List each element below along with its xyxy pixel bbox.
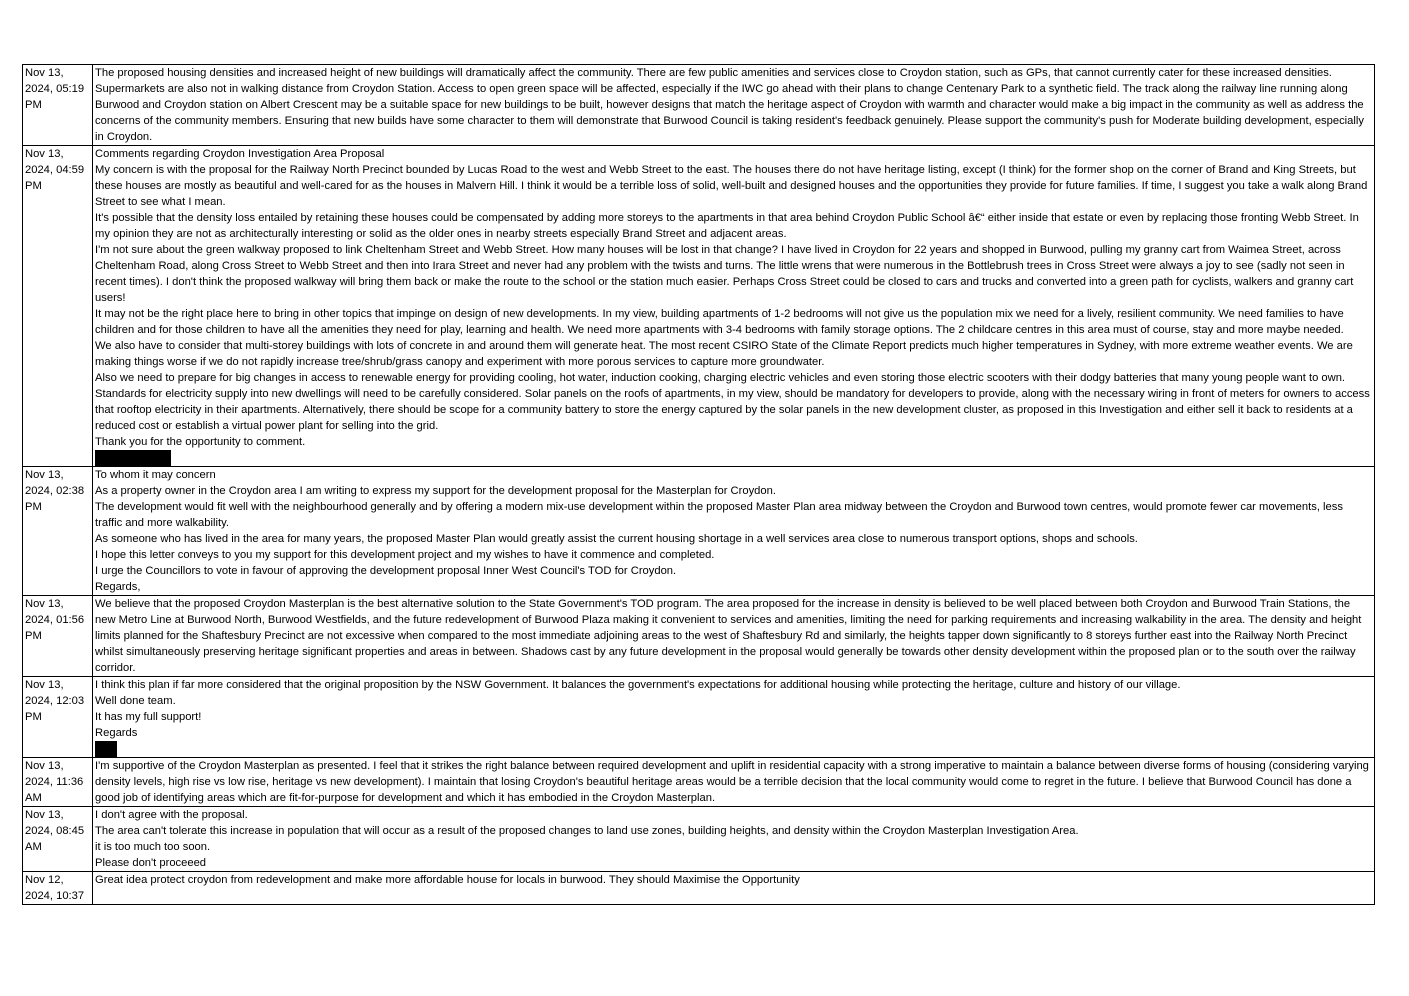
comment-paragraph: My concern is with the proposal for the Railway North Precinct bounded by Lucas Road to the west and Webb Street to the east. The houses there do not have heritage listing, except (I think) for the former shop on the corner of Brand and King Streets, but these houses are mostly as beautiful and well-cared for as the houses in Malvern Hill. I think it would be a terrible loss of solid, well-built and designed houses and the opportunities they provide for future families. If time, I suggest you take a walk along Brand Street to see what I mean. bbox=[95, 164, 1368, 208]
comment-paragraph: Regards, bbox=[95, 581, 141, 593]
comment-row bbox=[23, 677, 1375, 758]
comment-paragraph: As a property owner in the Croydon area I am writing to express my support for the development proposal for the Masterplan for Croydon. bbox=[95, 485, 776, 497]
comment-paragraph: Great idea protect croydon from redevelopment and make more affordable house for locals in burwood. They should Maximise the Opportunity bbox=[95, 874, 800, 886]
comment-paragraph: It may not be the right place here to bring in other topics that impinge on design of new developments. In my view, building apartments of 1-2 bedrooms will not give us the population mix we need for a lively, resilient community. We need families to have children and for those children to have all the amenities they need for play, learning and health. We need more apartments with 3-4 bedrooms with family storage options. The 2 childcare centres in this area must of course, stay and more maybe needed. bbox=[95, 308, 1344, 336]
comment-date: Nov 13, 2024, 04:59 PM bbox=[23, 146, 93, 467]
comment-paragraph: It has my full support! bbox=[95, 711, 202, 723]
comment-paragraph: We believe that the proposed Croydon Masterplan is the best alternative solution to the State Government's TOD program. The area proposed for the increase in density is believed to be well placed between both Croydon and Burwood Train Stations, the new Metro Line at Burwood North, Burwood Westfields, and the future redevelopment of Burwood Plaza making it convenient to services and amenities, limiting the need for parking requirements and increasing walkability in the area. The density and height limits planned for the Shaftesbury Precinct are not excessive when compared to the most immediate adjoining areas to the west of Shaftesbury Rd and similarly, the heights tapper down significantly to 8 storeys further east into the Railway North Precinct whilst simultaneously preserving heritage significant properties and areas in between. Shadows cast by any future development in the proposal would generally be towards other density development within the proposed plan or to the south over the railway corridor. bbox=[95, 598, 1362, 674]
comment-date: Nov 13, 2024, 08:45 AM bbox=[23, 807, 93, 872]
comment-paragraph: We also have to consider that multi-storey buildings with lots of concrete in and around them will generate heat. The most recent CSIRO State of the Climate Report predicts much higher temperatures in Sydney, with more extreme weather events. We are making things worse if we do not rapidly increase tree/shrub/grass canopy and experiment with more porous services to capture more groundwater. bbox=[95, 340, 1353, 368]
comment-paragraph: Well done team. bbox=[95, 695, 176, 707]
comment-date: Nov 13, 2024, 11:36 AM bbox=[23, 758, 93, 807]
comment-paragraph: I hope this letter conveys to you my support for this development project and my wishes to have it commence and completed. bbox=[95, 549, 715, 561]
comment-row bbox=[23, 146, 1375, 467]
comment-row bbox=[23, 467, 1375, 596]
comment-paragraph: The development would fit well with the neighbourhood generally and by offering a modern mix-use development within the proposed Master Plan area midway between the Croydon and Burwood town centres, would promote fewer car movements, less traffic and more walkability. bbox=[95, 501, 1343, 529]
comment-date: Nov 13, 2024, 12:03 PM bbox=[23, 677, 93, 758]
comment-paragraph: I urge the Councillors to vote in favour of approving the development proposal Inner West Council's TOD for Croydon. bbox=[95, 565, 677, 577]
comment-paragraph: It's possible that the density loss entailed by retaining these houses could be compensated by adding more storeys to the apartments in that area behind Croydon Public School â€“ either inside that estate or even by replacing those fronting Webb Street. In my opinion they are not as architecturally interesting or solid as the older ones in nearby streets especially Brand Street and adjacent areas. bbox=[95, 212, 1359, 240]
comment-body bbox=[93, 807, 1375, 872]
comment-body bbox=[93, 596, 1375, 677]
comment-paragraph: Comments regarding Croydon Investigation Area Proposal bbox=[95, 148, 385, 160]
comment-row bbox=[23, 758, 1375, 807]
comment-body bbox=[93, 758, 1375, 807]
redacted-signature bbox=[95, 741, 117, 757]
comment-body bbox=[93, 467, 1375, 596]
comment-paragraph: The area can't tolerate this increase in population that will occur as a result of the proposed changes to land use zones, building heights, and density within the Croydon Masterplan Investigation Area. bbox=[95, 825, 1079, 837]
comment-paragraph: I don't agree with the proposal. bbox=[95, 809, 248, 821]
comment-row bbox=[23, 596, 1375, 677]
comment-paragraph: To whom it may concern bbox=[95, 469, 216, 481]
comment-paragraph: I think this plan if far more considered that the original proposition by the NSW Government. It balances the government's expectations for additional housing while protecting the heritage, culture and history of our village. bbox=[95, 679, 1181, 691]
comment-body bbox=[93, 146, 1375, 467]
comment-body bbox=[93, 872, 1375, 905]
comment-row bbox=[23, 807, 1375, 872]
comment-date: Nov 13, 2024, 05:19 PM bbox=[23, 65, 93, 146]
comment-paragraph: Please don't proceeed bbox=[95, 857, 207, 869]
comment-date: Nov 13, 2024, 02:38 PM bbox=[23, 467, 93, 596]
comment-paragraph: The proposed housing densities and increased height of new buildings will dramatically affect the community. There are few public amenities and services close to Croydon station, such as GPs, that cannot currently cater for these increased densities. Supermarkets are also not in walking distance from Croydon Station. Access to open green space will be affected, especially if the IWC go ahead with their plans to change Centenary Park to a synthetic field. The track along the railway line running along Burwood and Croydon station on Albert Crescent may be a suitable space for new buildings to be built, however designs that match the heritage aspect of Croydon with warmth and character would make a big impact in the community as well as address the concerns of the community members. Ensuring that new builds have some character to them will demonstrate that Burwood Council is taking resident's feedback genuinely. Please support the community's push for Moderate building development, especially in Croydon. bbox=[95, 67, 1364, 143]
redacted-signature bbox=[95, 450, 171, 466]
comment-row bbox=[23, 65, 1375, 146]
comments-table-body bbox=[23, 65, 1375, 905]
comment-paragraph: Also we need to prepare for big changes in access to renewable energy for providing cooling, hot water, induction cooking, charging electric vehicles and even storing those electric scooters with their dodgy batteries that many young people want to own. Standards for electricity supply into new dwellings will need to be carefully considered. Solar panels on the roofs of apartments, in my view, should be mandatory for developers to provide, along with the necessary wiring in front of meters for owners to access that rooftop electricity in their apartments. Alternatively, there should be scope for a community battery to store the energy captured by the solar panels in the new development cluster, as proposed in this Investigation and either sell it back to residents at a reduced cost or establish a virtual power plant for selling into the grid. bbox=[95, 372, 1370, 432]
comment-paragraph: I'm supportive of the Croydon Masterplan as presented. I feel that it strikes the right balance between required development and uplift in residential capacity with a strong imperative to maintain a balance between diverse forms of housing (considering varying density levels, high rise vs low rise, heritage vs new development). I maintain that losing Croydon's beautiful heritage areas would be a terrible decision that the local community would come to regret in the future. I believe that Burwood Council has done a good job of identifying areas which are fit-for-purpose for development and which it has embodied in the Croydon Masterplan. bbox=[95, 760, 1369, 804]
comment-paragraph: Regards bbox=[95, 727, 138, 739]
comment-paragraph: Thank you for the opportunity to comment. bbox=[95, 436, 306, 448]
comment-date: Nov 12, 2024, 10:37 bbox=[23, 872, 93, 905]
comment-paragraph: I'm not sure about the green walkway proposed to link Cheltenham Street and Webb Street. How many houses will be lost in that change? I have lived in Croydon for 22 years and shopped in Burwood, pulling my granny cart from Waimea Street, across Cheltenham Road, along Cross Street to Webb Street and then into Irara Street and never had any problem with the twists and turns. The little wrens that were numerous in the Bottlebrush trees in Cross Street were always a joy to see (sadly not seen in recent times). I don't think the proposed walkway will bring them back or make the route to the school or the station much easier. Perhaps Cross Street could be closed to cars and trucks and converted into a green path for cyclists, walkers and granny cart users! bbox=[95, 244, 1354, 304]
comments-table bbox=[22, 64, 1375, 905]
comment-body bbox=[93, 65, 1375, 146]
comment-paragraph: As someone who has lived in the area for many years, the proposed Master Plan would greatly assist the current housing shortage in a well services area close to numerous transport options, shops and schools. bbox=[95, 533, 1138, 545]
comment-body bbox=[93, 677, 1375, 758]
comment-row bbox=[23, 872, 1375, 905]
comment-paragraph: it is too much too soon. bbox=[95, 841, 211, 853]
comment-date: Nov 13, 2024, 01:56 PM bbox=[23, 596, 93, 677]
